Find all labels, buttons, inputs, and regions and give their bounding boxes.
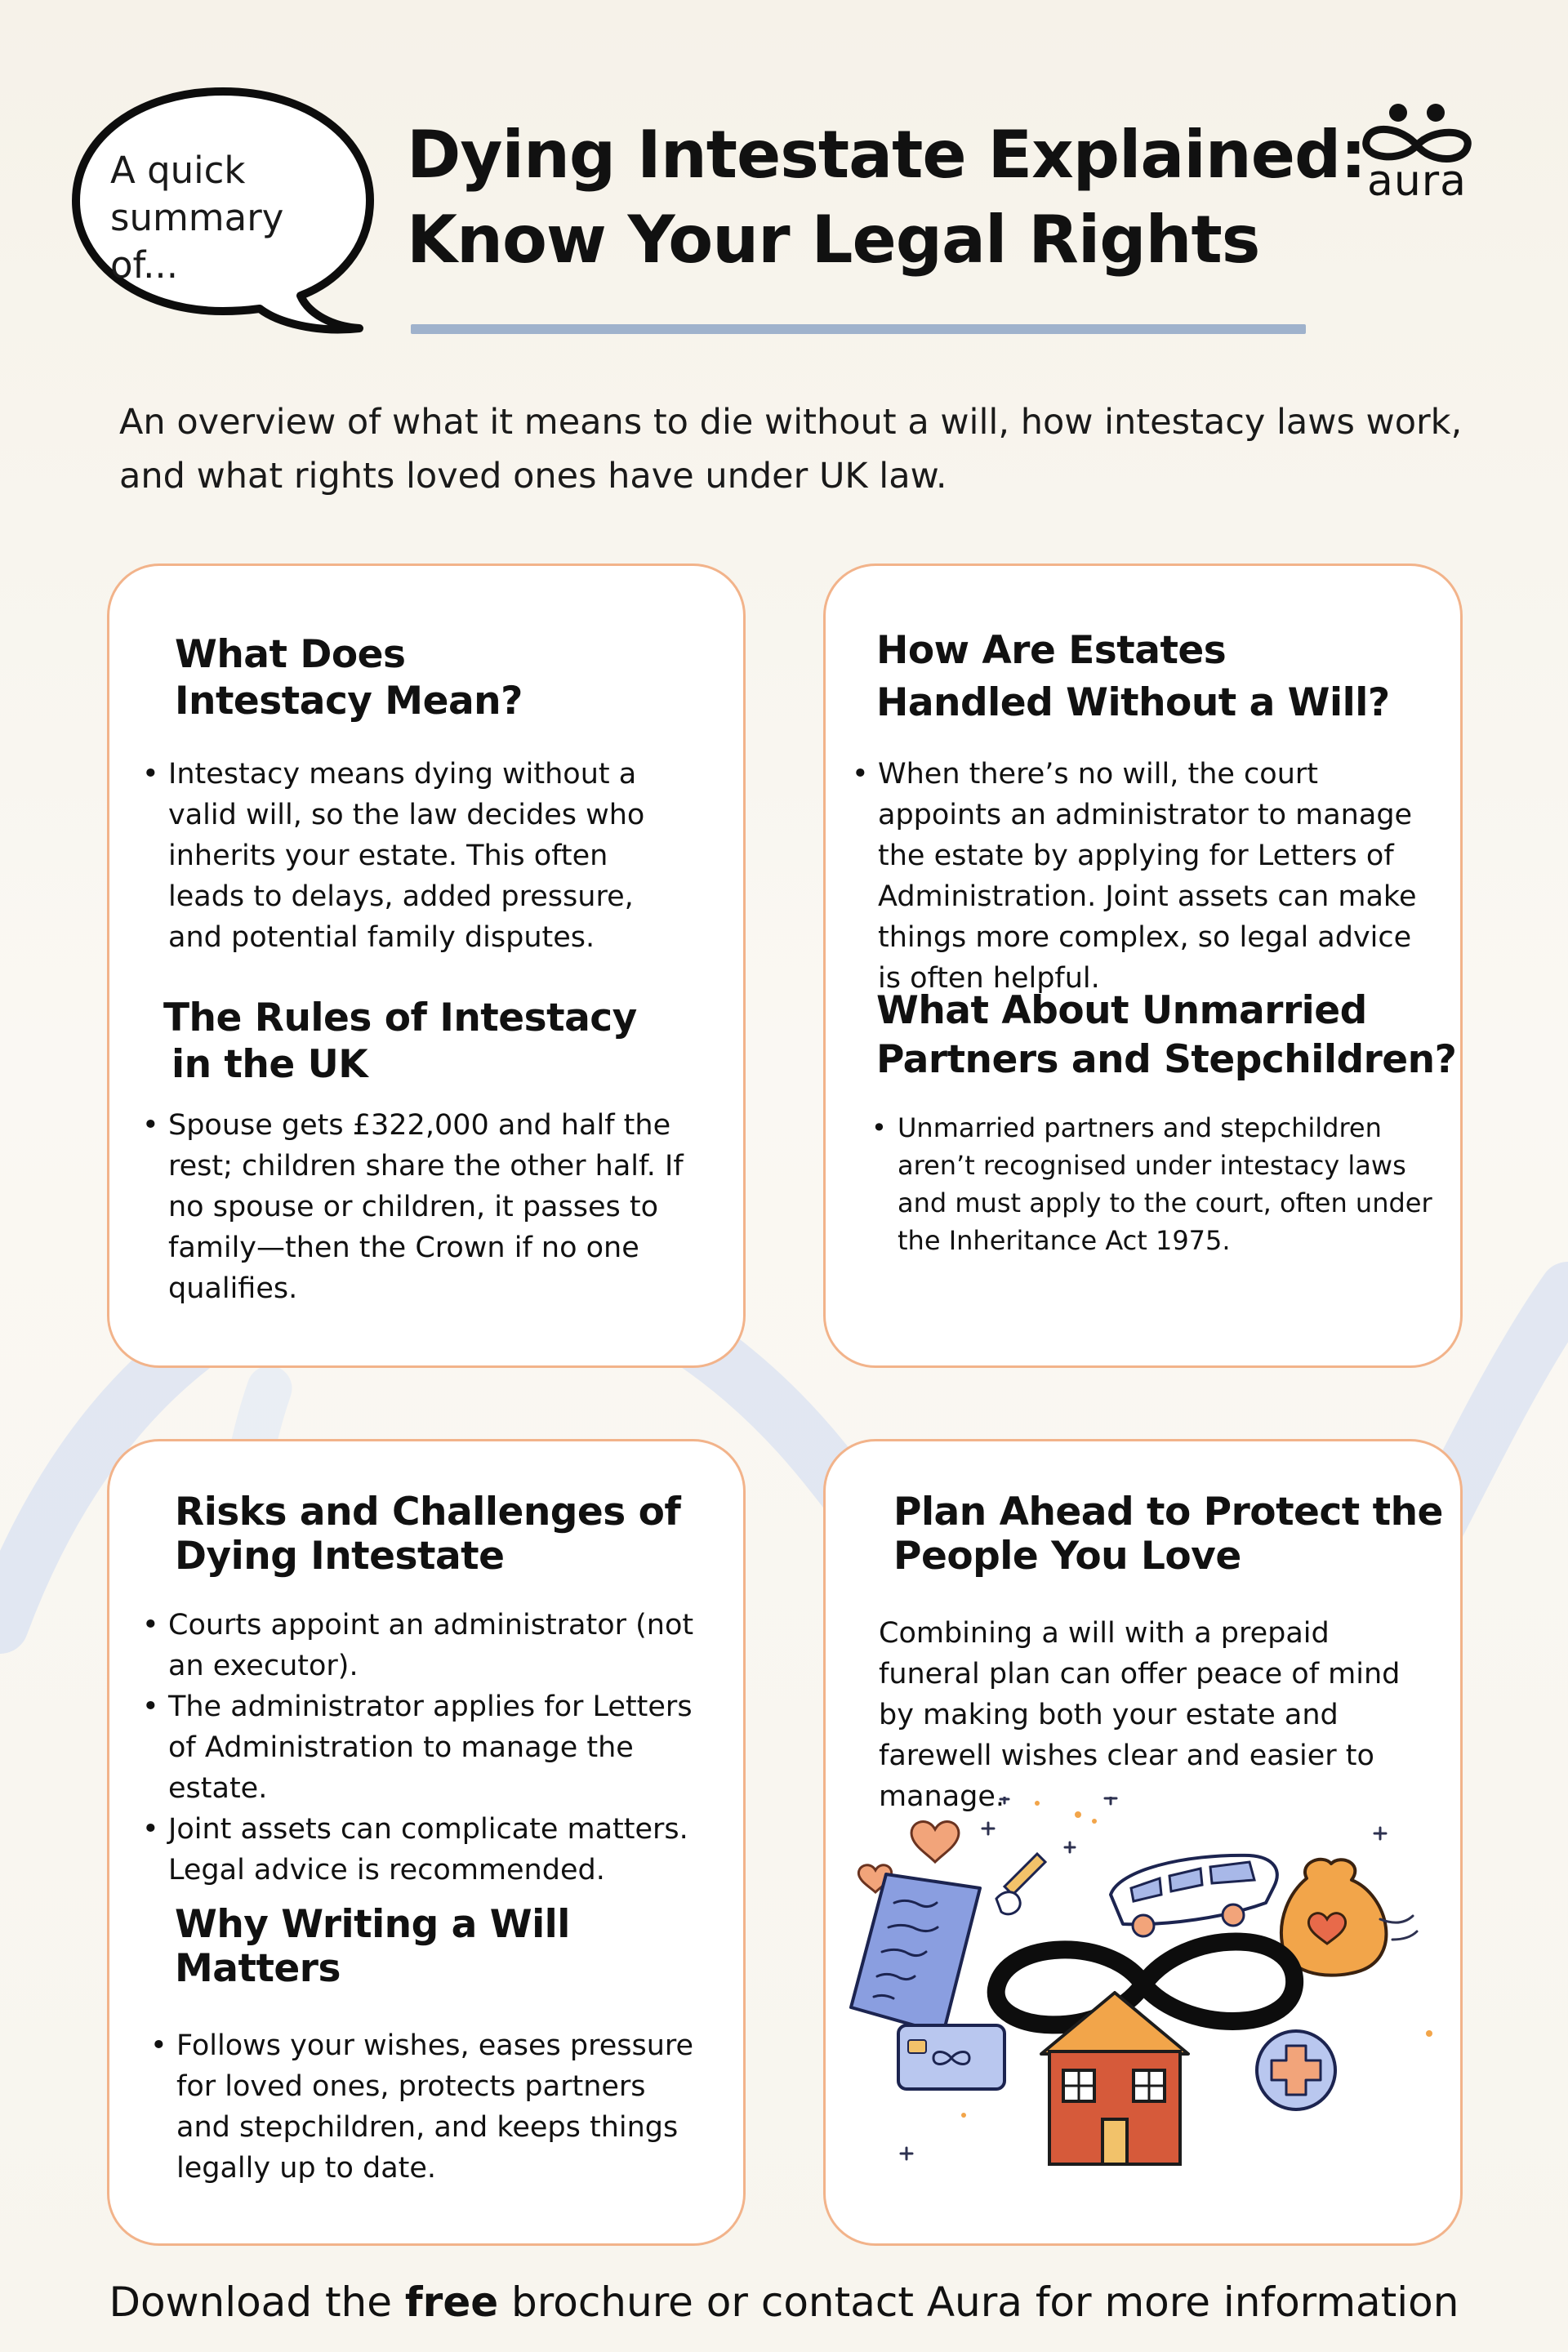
bullets-risks [142,1605,714,1891]
page-title [407,113,1365,283]
card-risks-and-will [107,1439,746,2246]
heart-icon [911,1822,959,1862]
heading-line: People You Love [893,1534,1241,1579]
bubble-text [110,147,355,289]
list-item: • Unmarried partners and stepchildren aren’t recognised under intestacy laws and must apply to the court, often under the Inheritance Act 1975. [871,1109,1435,1259]
list-item: • The administrator applies for Letters of Administration to manage the estate. [142,1686,714,1809]
bubble-line-1: A quick [110,149,246,192]
money-bag-icon [1281,1860,1386,1976]
bullets-estates [852,754,1440,999]
heading-line: What About Unmarried [876,988,1367,1033]
page-title-line-1: Dying Intestate Explained: [407,117,1366,193]
campervan-icon [1111,1855,1277,1936]
pen-icon [1004,1854,1045,1895]
medical-cross-icon [1257,2031,1335,2109]
heading-line: What Does [175,632,406,677]
heading-line: Handled Without a Will? [876,680,1390,725]
bubble-line-2: summary of... [110,196,284,287]
will-document-icon [851,1874,980,2034]
page-title-line-2: Know Your Legal Rights [407,202,1260,278]
list-item: • Courts appoint an administrator (not an executor). [142,1605,714,1686]
aura-logo-text: aura [1366,157,1468,206]
footer-cta [0,2278,1568,2326]
heading-line: Risks and Challenges of [175,1490,681,1535]
heading-estates [876,625,1390,729]
heading-line: Partners and Stepchildren? [876,1037,1457,1082]
list-item: • Intestacy means dying without a valid will, so the law decides who inherits your estate. This often leads to delays, added pressure, and potential family disputes. [142,754,681,958]
heading-unmarried [876,987,1456,1085]
list-item: • When there’s no will, the court appoints an administrator to manage the estate by applying for Letters of Administration. Joint assets can make things more complex, so legal advice is often helpful. [852,754,1440,999]
heading-why-will [175,1903,570,1991]
bullets-what-intestacy [142,754,681,958]
intro-text: An overview of what it means to die without a will, how intestacy laws work, and what rights loved ones have under UK law. [119,402,1463,497]
heading-line: How Are Estates [876,628,1227,673]
bullets-unmarried [871,1109,1435,1259]
heading-line: Dying Intestate [175,1534,505,1579]
list-item: • Spouse gets £322,000 and half the rest; children share the other half. If no spouse or children, it passes to family—then the Crown if no one qualifies. [142,1105,714,1309]
list-item: • Joint assets can complicate matters. Legal advice is recommended. [142,1809,714,1891]
footer-text-pre: Download the [109,2278,405,2326]
heading-plan [893,1490,1443,1579]
bullets-why-will [150,2025,706,2189]
bank-card-icon [898,2025,1004,2089]
footer-free: free [404,2278,499,2326]
heading-what-intestacy [175,631,523,724]
bullets-rules [142,1105,714,1309]
heading-line: Intestacy Mean? [175,679,523,724]
plan-illustration [841,1797,1470,2189]
plan-body: Combining a will with a prepaid funeral plan can offer peace of mind by making both your estate and farewell wishes clear and easier to manage. [879,1617,1401,1813]
heading-line: Why Writing a Will [175,1902,570,1947]
title-underline [411,324,1306,334]
card-what-and-rules [107,564,746,1368]
card-estates-and-partners [823,564,1463,1368]
list-item: • Follows your wishes, eases pressure for loved ones, protects partners and stepchildren, and keeps things legally up to date. [150,2025,706,2189]
heading-line: in the UK [172,1042,368,1087]
heading-line: Plan Ahead to Protect the [893,1490,1443,1535]
heading-rules [163,995,637,1088]
heading-line: The Rules of Intestacy [163,996,637,1040]
heading-line: Matters [175,1946,341,1991]
footer-text-post: brochure or contact Aura for more information [498,2278,1459,2326]
infinity-icon [996,1942,1294,2025]
heading-risks [175,1490,680,1579]
